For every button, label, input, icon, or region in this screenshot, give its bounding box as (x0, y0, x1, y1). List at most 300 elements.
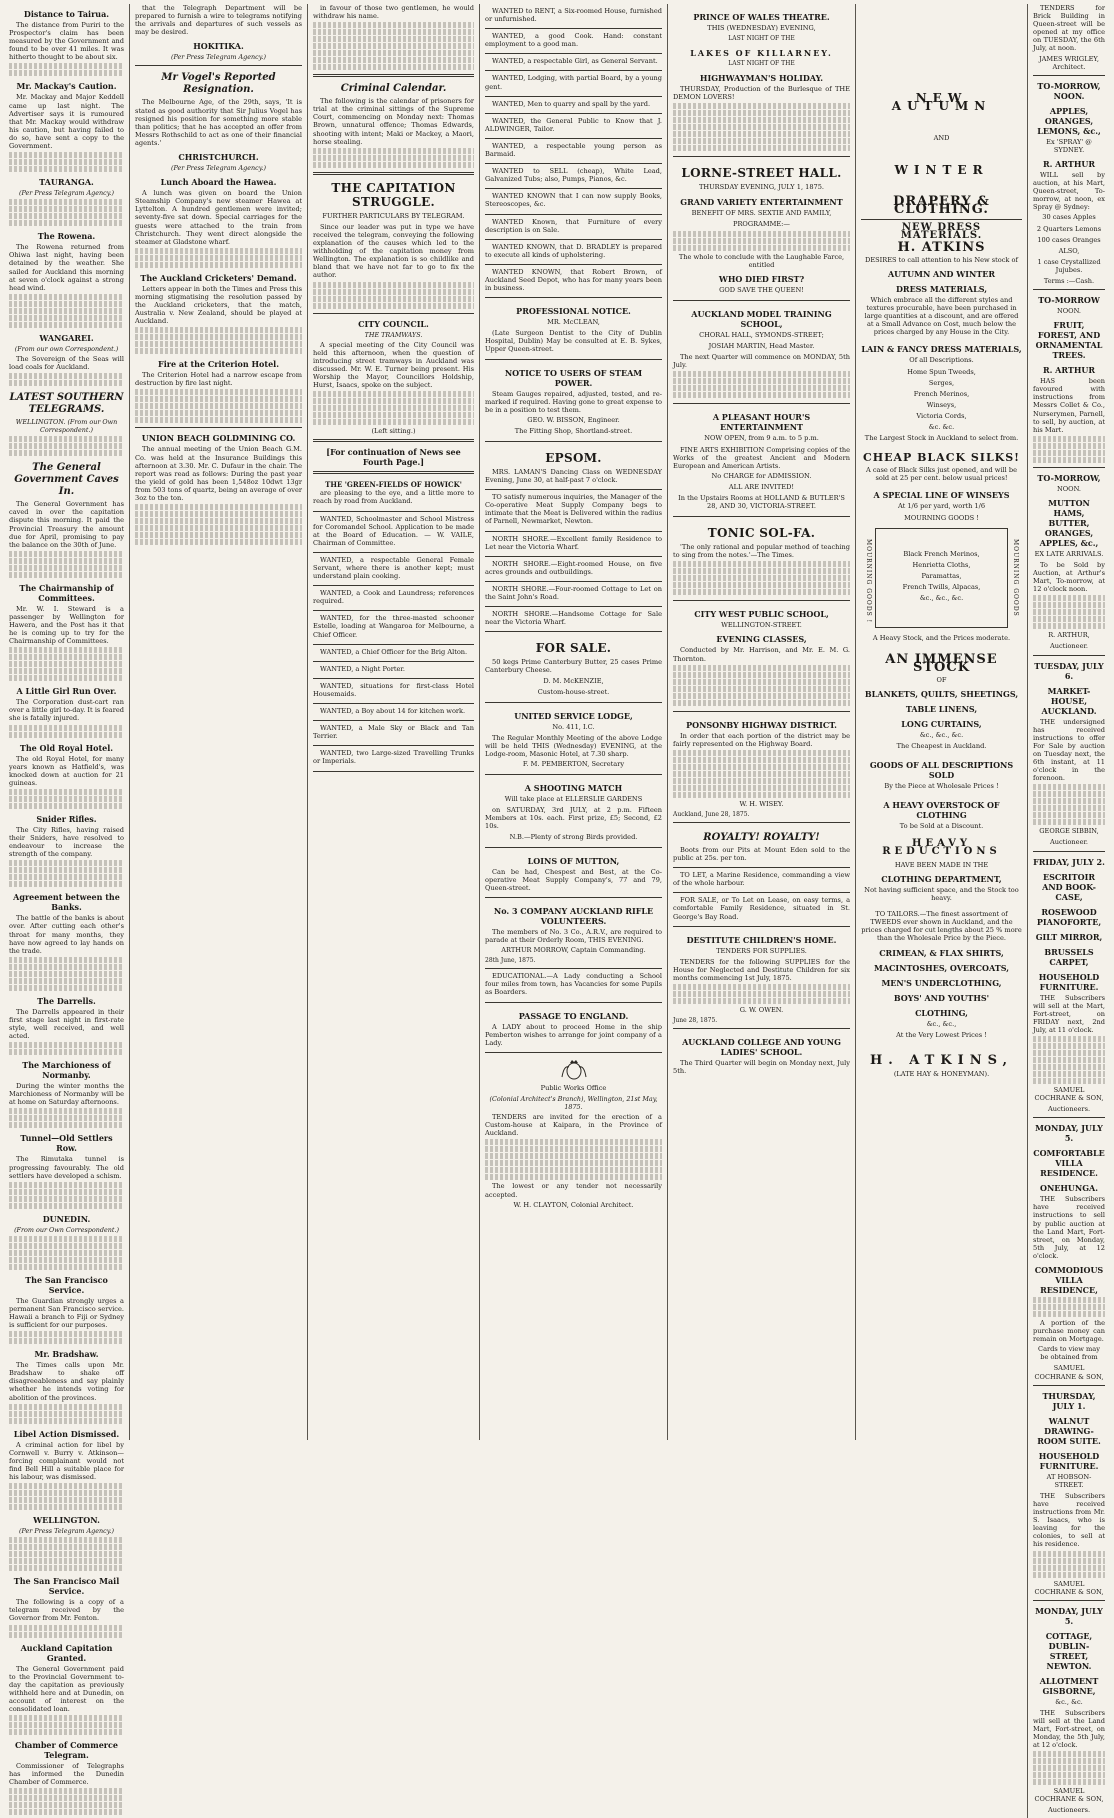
wanted-ad (313, 611, 474, 644)
ponsonby-sign: W. H. WISEY. (739, 799, 784, 808)
works-foot: The lowest or any tender not necessarily accepted. (485, 1182, 662, 1199)
sibbin-sub: Auctioneer. (1049, 838, 1088, 847)
text-filler (9, 1042, 124, 1055)
col1-paragraph: Commissioner of Telegraphs has informed the Dunedin Chamber of Commerce. (9, 1762, 124, 1787)
wanted-ad (485, 139, 662, 164)
mourning-item: Henrietta Cloths, (912, 560, 971, 569)
col1-heading: Chamber of Commerce Telegram. (15, 1740, 118, 1761)
pleasant-text: FINE ARTS EXHIBITION Comprising copies of the Works of the greatest Ancient and Modern European and American Artists. (673, 445, 850, 470)
text-filler (313, 148, 474, 168)
royalty-ad (673, 823, 850, 868)
crimean-heading: CRIMEAN, & FLAX SHIRTS, (879, 948, 1004, 959)
pleasant-heading: A PLEASANT HOUR'S ENTERTAINMENT (712, 412, 811, 433)
etc2-text: &c., &c., (926, 1020, 957, 1029)
col1-heading: The Old Royal Hotel. (19, 742, 114, 753)
table-heading: TABLE LINENS, (905, 704, 978, 714)
north-shore-ad (485, 582, 662, 607)
pleasant-sub: NOW OPEN, from 9 a.m. to 5 p.m. (704, 434, 819, 443)
fruit-heading: FRUIT, FOREST, AND ORNAMENTAL TREES. (1035, 320, 1103, 361)
col1-paragraph: The following is a copy of a telegram received by the Governor from Mr. Fenton. (9, 1598, 124, 1623)
col1-heading: Libel Action Dismissed. (13, 1428, 120, 1439)
text-filler (9, 199, 124, 226)
vogel-text: The Melbourne Age, of the 29th, says, 'It is stated as good authority that Sir Julius Vogel has resigned his position for something more stable than politics; that he has accepted an offer from Messrs Rothschild to act as one of their financial agents.' (135, 98, 302, 147)
north-shore-text: NORTH SHORE.—Handsome Cottage for Sale near the Victoria Wharf. (485, 610, 662, 627)
auction-item: 1 case Crystallized Jujubes. (1037, 257, 1101, 274)
auction-item: 100 cases Oranges (1037, 235, 1101, 244)
villa-heading: COMFORTABLE VILLA RESIDENCE. (1033, 1148, 1105, 1179)
howick-ad (313, 478, 474, 511)
col1-heading: The Chairmanship of Committees. (19, 582, 114, 603)
capitation-sub: FURTHER PARTICULARS BY TELEGRAM. (322, 211, 465, 220)
wanted-ad-text: WANTED, a Chief Officer for the Brig Alton. (320, 647, 468, 656)
wanted-ad-text: WANTED KNOWN, that D. BRADLEY is prepared to execute all kinds of upholstering. (485, 242, 662, 259)
mirror-heading: GILT MIRROR, (1035, 931, 1103, 942)
wanted-ad (313, 679, 474, 704)
sibbin-sign: GEORGE SIBBIN, (1039, 827, 1099, 836)
theatre-heading: PRINCE OF WALES THEATRE. (693, 12, 830, 22)
wanted-ad-text: WANTED, Lodging, with partial Board, by a young gent. (485, 74, 662, 91)
text-filler (9, 860, 124, 887)
wanted-ad-text: WANTED, a respectable young person as Barmaid. (485, 141, 662, 159)
fabric-item: Serges, (928, 378, 955, 387)
drapery-heading: DRAPERY & CLOTHING. (893, 194, 990, 218)
tailors-text: TO TAILORS.—The finest assortment of TWEEDS ever shown in Auckland, and the prices charged for cut lengths about 25 % more than the Wholesale Price by the Piece. (861, 909, 1022, 943)
col1-heading: WANGAREI. (39, 332, 94, 343)
lodge-sign: F. M. PEMBERTON, Secretary (522, 760, 625, 769)
wanted-ad (485, 29, 662, 54)
continuation-note: [For continuation of News see Fourth Page.] (326, 447, 461, 468)
text-filler (673, 103, 850, 151)
friday-heading: FRIDAY, JULY 2. (1033, 856, 1105, 867)
col1-heading: WELLINGTON. (33, 1515, 100, 1526)
north-shore-ad (485, 532, 662, 557)
black-silks-text: A case of Black Silks just opened, and will be sold at 25 per cent. below usual prices! (865, 466, 1017, 483)
lodge-text: The Regular Monthly Meeting of the above Lodge will be held THIS (Wednesday) EVENING, at the Lodge-room, Masonic Hotel, at 7.30 sharp. (485, 733, 662, 758)
west-text: Conducted by Mr. Harrison, and Mr. E. M. G. Thornton. (673, 646, 850, 663)
text-filler (9, 1788, 124, 1815)
col1-heading: Snider Rifles. (36, 813, 97, 824)
col1-heading: Mr. Bradshaw. (34, 1349, 99, 1360)
wanted-ad (485, 189, 662, 214)
company-text: The members of No. 3 Co., A.R.V., are required to parade at their Orderly Room, THIS EVENING. (485, 927, 662, 944)
wanted-ad-text: WANTED, the General Public to Know that J. ALDWINGER, Tailor. (485, 116, 662, 133)
wanted-ad-text: WANTED KNOWN that I can now supply Books, Stereoscopes, &c. (485, 192, 662, 209)
capitation-heading: THE CAPITATION STRUGGLE. (331, 180, 456, 209)
text-filler (9, 1108, 124, 1128)
training-heading: AUCKLAND MODEL TRAINING SCHOOL, (691, 309, 832, 330)
col1-subheading: (Per Press Telegram Agency.) (19, 189, 114, 198)
text-filler (9, 1236, 124, 1270)
wanted-ad-text: WANTED, situations for first-class Hotel Housemaids. (313, 681, 474, 698)
col1-heading: The General Government Caves In. (14, 462, 119, 498)
wholesale-text: By the Piece at Wholesale Prices ! (884, 782, 999, 791)
training-sub: CHORAL HALL, SYMONDS-STREET; (699, 331, 824, 340)
wanted-ad-text: WANTED, a Boy about 14 for kitchen work. (320, 707, 466, 716)
cochrane-3: SAMUEL COCHRANE & SON, (1034, 1579, 1104, 1596)
text-filler (9, 63, 124, 76)
mourning-item: Paramattas, (921, 572, 962, 581)
col1-subheading: (Per Press Telegram Agency.) (19, 1527, 114, 1536)
pleasant-hour-ad (673, 404, 850, 517)
portion-text: A portion of the purchase money can remain on Mortgage. (1033, 1319, 1105, 1344)
text-filler (313, 391, 474, 425)
steam-notice (485, 360, 662, 442)
mourning-items (880, 550, 1003, 605)
epsom-ad (485, 442, 662, 490)
union-heading: UNION BEACH GOLDMINING CO. (141, 433, 296, 444)
text-filler (485, 1139, 662, 1180)
col1-heading: DUNEDIN. (42, 1213, 91, 1224)
household-heading: HOUSEHOLD FURNITURE. (1038, 971, 1100, 992)
north-shore-ads (485, 532, 662, 633)
text-filler (313, 22, 474, 70)
west-title: EVENING CLASSES, (716, 634, 807, 645)
text-filler (1033, 436, 1105, 463)
auction-item: 2 Quarters Lemons (1036, 224, 1102, 233)
wanted-ad-text: WANTED, a respectable Girl, as General Servant. (492, 57, 658, 66)
black-silks-heading: CHEAP BLACK SILKS! (862, 451, 1021, 465)
fabric-item: French Merinos, (913, 389, 970, 398)
vogel-heading: Mr Vogel's Reported Resignation. (161, 72, 276, 96)
mourning-heading: MOURNING GOODS ! (904, 513, 979, 522)
text-filler (9, 1625, 124, 1638)
wanted-ad (485, 114, 662, 139)
wanted-ad-text: WANTED, a Male Sky or Black and Tan Terrier. (313, 724, 474, 741)
wanted-ad-text: WANTED Known, that Furniture of every description is on Sale. (485, 217, 662, 234)
west-school-ad (673, 601, 850, 711)
dress-materials-text: Which embrace all the different styles and textures procurable, have been purchased in large quantities at a discount, and are offered at a Small Advance on Cost, much below the prices charged by any House in the City. (864, 295, 1019, 337)
tonic-ad (673, 517, 850, 601)
mourning-item: Black French Merinos, (903, 549, 980, 558)
col1-paragraph: The Darrells appeared in their first stage last night in first-rate style, well received, and well acted. (9, 1007, 124, 1041)
text-filler (9, 373, 124, 386)
arthur-3-text: To be Sold by Auction, at Arthur's Mart, To-morrow, at 12 o'clock noon. (1033, 561, 1105, 594)
wanted-ad (485, 71, 662, 96)
college-text: The Third Quarter will begin on Monday next, July 5th. (673, 1059, 850, 1076)
lodge-ad (485, 703, 662, 775)
for-sale-ad (485, 632, 662, 702)
pleasant-note: No CHARGE for ADMISSION. (711, 471, 812, 480)
steam-text: Steam Gauges repaired, adjusted, tested, and re-marked if required. Having gone to great expense to be in a position to test them. (485, 389, 662, 414)
cards-text: Cards to view may be obtained from (1038, 1345, 1100, 1362)
wanted-ad-text: WANTED, Men to quarry and spall by the yard. (492, 99, 651, 108)
thursday-heading: THURSDAY, JULY 1. (1042, 1390, 1096, 1411)
council-heading: CITY COUNCIL. (358, 318, 429, 329)
col1-heading: The Darrells. (37, 995, 96, 1006)
desires-text: DESIRES to call attention to his New stock of (865, 255, 1018, 264)
wanted-ad-text: WANTED, a Night Porter. (320, 664, 405, 673)
destitute-heading: DESTITUTE CHILDREN'S HOME. (686, 934, 837, 945)
dress-materials-heading: NEW DRESS MATERIALS. (900, 221, 983, 241)
lunch-heading: Lunch Aboard the Hawea. (160, 177, 277, 188)
cottage-heading: COTTAGE, DUBLIN-STREET, NEWTON. (1045, 1630, 1093, 1671)
text-filler (673, 371, 850, 398)
arthur-3-sign: R. ARTHUR, (1048, 631, 1090, 640)
tomorrow-3: TO-MORROW, (1037, 472, 1101, 483)
capitation-text: Since our leader was put in type we have received the telegram, conveying the following explanation of the causes which led to the withholding of the capitation money from Wellington. The explanation is so childlike and bland that we have not far to go to fix the author. (313, 222, 474, 280)
for-sale-foot: Custom-house-street. (537, 687, 610, 696)
north-shore-text: NORTH SHORE.—Excellent family Residence to Let near the Victoria Wharf. (485, 534, 662, 551)
text-filler (9, 1715, 124, 1735)
col1-heading: A Little Girl Run Over. (16, 686, 117, 697)
text-filler (673, 984, 850, 1004)
theatre-line-3: LAKES OF KILLARNEY. (690, 48, 833, 59)
professional-heading: PROFESSIONAL NOTICE. (516, 306, 631, 317)
fabric-item: Winseys, (926, 400, 957, 409)
text-filler (9, 294, 124, 328)
professional-name: MR. McCLEAN, (547, 318, 600, 327)
lorne-hall-ad (673, 157, 850, 301)
ponsonby-date: Auckland, June 28, 1875. (673, 810, 750, 818)
training-master: JOSIAH MARTIN, Head Master. (708, 342, 815, 351)
ex-late: EX LATE ARRIVALS. (1034, 549, 1104, 558)
escritoir-heading: ESCRITOIR AND BOOK-CASE, (1042, 871, 1096, 902)
training-school-ad (673, 301, 850, 404)
allotment-sub: &c., &c. (1055, 1697, 1083, 1706)
left-sitting: (Left sitting.) (371, 427, 416, 436)
col1-paragraph: Mr. W. I. Steward is a passenger by Wellington for Hawera, and the Post has it that he is coming up to try for the Chairmanship of Committees. (9, 604, 124, 646)
winseys-heading: A SPECIAL LINE OF WINSEYS (873, 490, 1010, 501)
immense-heading: AN IMMENSE STOCK (885, 651, 998, 675)
atkins-signature: H. ATKINS, (869, 1053, 1014, 1069)
col1-heading: The San Francisco Mail Service. (13, 1576, 120, 1597)
wanted-ad (485, 54, 662, 71)
col1-paragraph: The Corporation dust-cart ran over a little girl to-day. It is feared she is fatally injured. (9, 698, 124, 723)
atkins-name: H. ATKINS (897, 239, 986, 255)
cochrane-2: SAMUEL COCHRANE & SON, (1034, 1364, 1104, 1381)
wanted-ad (313, 721, 474, 746)
text-filler (135, 248, 302, 268)
royalty-heading: ROYALTY! ROYALTY! (703, 832, 820, 843)
apple-items (1033, 213, 1105, 274)
col1-paragraph: The Sovereign of the Seas will load coals for Auckland. (9, 354, 124, 371)
steam-foot: The Fitting Shop, Shortland-street. (514, 426, 633, 435)
works-sub: (Colonial Architect's Branch), Wellington, 21st May, 1875. (489, 1094, 658, 1112)
west-heading: CITY WEST PUBLIC SCHOOL, (694, 609, 829, 620)
wanted-ad (313, 645, 474, 662)
col3-intro: in favour of those two gentlemen, he would withdraw his name. (313, 4, 474, 21)
of-text: OF (936, 675, 947, 684)
auction-item: 30 cases Apples (1042, 213, 1096, 222)
clothing-dept: CLOTHING DEPARTMENT, (881, 873, 1002, 884)
monday-2-heading: MONDAY, JULY 5. (1035, 1605, 1103, 1626)
allotment-text: THE Subscribers will sell at the Land Mart, Fort-street, on Monday, the 5th July, at 12 o'clock. (1033, 1708, 1105, 1750)
text-filler (9, 1483, 124, 1510)
cochrane-4: SAMUEL COCHRANE & SON, (1034, 1787, 1104, 1804)
loins-heading: LOINS OF MUTTON, (527, 855, 620, 866)
shooting-note: N.B.—Plenty of strong Birds provided. (509, 832, 638, 841)
cricket-text: Letters appear in both the Times and Press this morning stigmatising the resolution passed by the Auckland cricketers, that the match, Australia v. New Zealand, should be played at Auckland. (135, 284, 302, 326)
text-filler (135, 389, 302, 423)
col1-subheading: WELLINGTON. (From our Own Correspondent.) (15, 418, 118, 435)
col1-heading: The Marchioness of Normanby. (22, 1060, 111, 1081)
cochrane-1-sub: Auctioneers. (1047, 1105, 1091, 1114)
destitute-date: June 28, 1875. (673, 1017, 718, 1025)
noon-1: NOON. (1056, 307, 1082, 316)
lorne-programme: PROGRAMME:— (733, 219, 790, 228)
lorne-farce: WHO DIED FIRST? (718, 273, 805, 284)
residence-sale-ad (673, 893, 850, 926)
text-filler (9, 1182, 124, 1209)
lorne-heading: LORNE-STREET HALL. (681, 166, 842, 181)
auction-item: ALSO, (1058, 246, 1080, 255)
column-5 (668, 4, 856, 1440)
training-text: The next Quarter will commence on MONDAY, 5th July. (673, 353, 850, 370)
mourning-item: French Twills, Alpacas, (902, 583, 981, 592)
walnut-heading: WALNUT DRAWING-ROOM SUITE. (1037, 1415, 1101, 1446)
cheapest-text: The Cheapest in Auckland. (896, 742, 987, 751)
wanted-ad (313, 704, 474, 721)
christchurch-sub: (Per Press Telegram Agency.) (171, 164, 266, 173)
ponsonby-text: In order that each portion of the district may be fairly represented on the Highway Board. (673, 731, 850, 748)
lodge-sub: No. 411, I.C. (552, 722, 595, 731)
fire-text: The Criterion Hotel had a narrow escape from destruction by fire last night. (135, 371, 302, 388)
pleasant-place: In the Upstairs Rooms at HOLLAND & BUTLER'S 28, AND 30, VICTORIA-STREET. (678, 493, 845, 511)
theatre-ad (673, 4, 850, 157)
villa-text: THE Subscribers have received instructions to sell by public auction at the Land Mart, Fort-street, on Monday, 5th July, at 12 o'clock. (1033, 1195, 1105, 1260)
wanted-ad-text: WANTED, Schoolmaster and School Mistress for Coromandel School. Application to be made at the Board of Education. — W. VAILE, Chairman of Committee. (313, 514, 474, 547)
steam-heading: NOTICE TO USERS OF STEAM POWER. (504, 367, 643, 388)
theatre-line-1: THIS (WEDNESDAY) EVENING, (707, 24, 816, 32)
col1-heading: Tunnel—Old Settlers Row. (20, 1133, 113, 1154)
text-filler (9, 1537, 124, 1571)
text-filler (1033, 1551, 1105, 1578)
professional-notice (485, 298, 662, 359)
royal-crest-icon (559, 1059, 589, 1081)
fabric-item: Home Spun Tweeds, (907, 367, 976, 376)
tonic-heading: TONIC SOL-FA. (707, 526, 816, 541)
wanted-ad-text: WANTED, a good Cook. Hand: constant employment to a good man. (485, 32, 662, 49)
drapery-ad (856, 4, 1028, 1818)
text-filler (1033, 784, 1105, 825)
mourning-vertical-left: MOURNING GOODS ! (865, 538, 873, 623)
arthur-1: R. ARTHUR (1042, 158, 1096, 169)
passage-heading: PASSAGE TO ENGLAND. (518, 1010, 629, 1021)
for-sale-text: 50 kegs Prime Canterbury Butter, 25 cases Prime Canterbury Cheese. (485, 658, 662, 675)
tender-top-sign: JAMES WRIGLEY, Architect. (1039, 54, 1099, 71)
lodge-heading: UNITED SERVICE LODGE, (514, 710, 633, 721)
wanted-ad (313, 553, 474, 586)
wanted-ad (485, 164, 662, 189)
noon-2: NOON. (1056, 484, 1082, 493)
column-2 (130, 4, 308, 1440)
blankets-heading: BLANKETS, QUILTS, SHEETINGS, (864, 689, 1019, 699)
apples-heading: APPLES, ORANGES, LEMONS, &c., (1037, 105, 1101, 136)
col4-wanted-ads (485, 4, 662, 298)
text-filler (9, 647, 124, 681)
text-filler (135, 504, 302, 545)
residence-sale-text: FOR SALE, or To Let on Lease, on easy terms, a comfortable Family Residence, situated in St. George's Bay Road. (673, 896, 850, 921)
text-filler (9, 725, 124, 738)
passage-text: A LADY about to proceed Home in the ship Pemberton wishes to arrange for joint company of a Lady. (485, 1022, 662, 1047)
lorne-title: GRAND VARIETY ENTERTAINMENT (680, 196, 843, 207)
lorne-gsq: GOD SAVE THE QUEEN! (719, 285, 804, 294)
destitute-sign: G. W. OWEN. (739, 1006, 784, 1015)
public-works-ad (485, 1053, 662, 1215)
professional-text: (Late Surgeon Dentist to the City of Dublin Hospital, Dublin) May be consulted at E. B. Sykes, Upper Queen-street. (485, 329, 662, 354)
council-sub: THE TRAMWAYS. (364, 330, 423, 339)
north-shore-ad (485, 557, 662, 582)
col3-wanted-ads (313, 512, 474, 772)
ponsonby-ad (673, 712, 850, 823)
text-filler (313, 282, 474, 309)
text-filler (9, 152, 124, 172)
wanted-ad (313, 746, 474, 771)
col1-paragraph: The battle of the banks is about over. After cutting each other's throat for many months, they have now agreed to lay hands on the trade. (9, 914, 124, 955)
col1-paragraph: A criminal action for libel by Cornwell v. Burry v. Atkinson—forcing complainant would not find Bell Hill a suitable place for his labour, was dismissed. (9, 1440, 124, 1482)
wanted-ad (485, 240, 662, 265)
mutton-heading: MUTTON HAMS, BUTTER, ORANGES, APPLES, &c., (1039, 497, 1099, 548)
space-text: Not having sufficient space, and the Stock too heavy. (864, 885, 1019, 902)
wanted-ad (313, 586, 474, 611)
fire-heading: Fire at the Criterion Hotel. (158, 359, 279, 370)
meat-supply-ad (485, 490, 662, 531)
arthur-2: R. ARTHUR (1042, 365, 1096, 376)
wanted-ad (485, 265, 662, 298)
col1-paragraph: The old Royal Hotel, for many years known as Hatfield's, was knocked down at auction for 21 guineas. (9, 754, 124, 787)
commodious-heading: COMMODIOUS VILLA RESIDENCE, (1034, 1265, 1104, 1295)
tomorrow-2: TO-MORROW (1038, 295, 1100, 306)
market-text: THE undersigned has received instructions to offer For Sale by auction on Tuesday next, the 6th instant, at 11 o'clock in the forenoon. (1033, 717, 1105, 783)
heavy-stock: A Heavy Stock, and the Prices moderate. (872, 633, 1011, 642)
lowest-prices: At the Very Lowest Prices ! (896, 1031, 987, 1040)
wanted-ad-text: WANTED, a respectable General Female Servant, where there is another kept; must understand plain cooking. (313, 555, 474, 581)
north-shore-ad (485, 607, 662, 632)
auctioneer-1: Auctioneer. (1049, 642, 1088, 651)
lorne-date: THURSDAY EVENING, JULY 1, 1875. (698, 183, 825, 192)
tomorrow-1: TO-MORROW, NOON. (1037, 80, 1101, 101)
text-filler (9, 551, 124, 578)
destitute-text: TENDERS for the following SUPPLIES for the House for Neglected and Destitute Children for six months commencing 1st July, 1875. (673, 957, 850, 982)
telegraph-intro: that the Telegraph Department will be prepared to furnish a wire to telegrams notifying the arrivals and departures of such vessels as may be desired. (135, 4, 302, 37)
col1-heading: LATEST SOUTHERN TELEGRAMS. (9, 392, 124, 416)
lain-heading: LAIN & FANCY DRESS MATERIALS, (861, 344, 1022, 355)
theatre-line-2: LAST NIGHT OF THE (728, 35, 795, 43)
passage-ad (485, 1003, 662, 1053)
college-heading: AUCKLAND COLLEGE AND YOUNG LADIES' SCHOOL. (682, 1037, 841, 1058)
winseys-price: At 1/6 per yard, worth 1/6 (897, 502, 986, 511)
col1-paragraph: Mr. Mackay and Major Keddell came up last night. The Advertiser says it is rumoured that Mr. Mackay would withdraw his caution, but having failed to do so, have sent a copy to the Government. (9, 93, 124, 151)
text-filler (9, 436, 124, 456)
wanted-ad (485, 215, 662, 240)
wanted-ad-text: WANTED, for the three-masted schooner Estelle, loading at Wangaroa for Melbourne, a Chief Officer. (313, 614, 474, 639)
for-sale-heading: FOR SALE. (535, 641, 612, 656)
largest-stock: The Largest Stock in Auckland to select from. (864, 434, 1019, 443)
terms-cash: Terms :—Cash. (1043, 276, 1095, 285)
tuesday-heading: TUESDAY, JULY 6. (1034, 660, 1104, 681)
ponsonby-heading: PONSONBY HIGHWAY DISTRICT. (686, 719, 837, 730)
hobson-text: AT HOBSON-STREET. (1046, 1472, 1092, 1489)
howick-text: are pleasing to the eye, and a little more to reach by road from Auckland. (313, 489, 474, 506)
market-heading: MARKET-HOUSE, AUCKLAND. (1041, 685, 1097, 716)
wanted-ad (313, 512, 474, 553)
wanted-ad (485, 97, 662, 114)
rosewood-heading: ROSEWOOD PIANOFORTE, (1036, 906, 1102, 927)
north-shore-text: NORTH SHORE.—Eight-roomed House, on five acres grounds and outbuildings. (485, 559, 662, 576)
col1-paragraph: The Guardian strongly urges a permanent San Francisco service. Hawaii a branch to Fiji or Sydney is sufficient for our purposes. (9, 1296, 124, 1330)
col1-paragraph: The General Government paid to the Provincial Government to-day the capitation as previously withheld here and at Dunedin, on account of interest on the consolidated loan. (9, 1664, 124, 1713)
fruit-text: HAS been favoured with instructions from Messrs Collet & Co., Nurserymen, Parnell, to sell, by auction, at his Mart. (1033, 377, 1105, 434)
wanted-ad-text: WANTED, a Cook and Laundress; references required. (313, 589, 474, 606)
text-filler (9, 1404, 124, 1424)
howick-heading: THE 'GREEN-FIELDS OF HOWICK' (325, 480, 462, 490)
col1-heading: Auckland Capitation Granted. (20, 1642, 113, 1663)
wanted-ad-text: WANTED to RENT, a Six-roomed House, furnished or unfurnished. (485, 7, 662, 24)
mourning-item: &c., &c., &c. (919, 594, 964, 603)
overstock-heading: A HEAVY OVERSTOCK OF CLOTHING (883, 800, 1000, 821)
loins-ad (485, 848, 662, 898)
underclothing-heading: MEN'S UNDERCLOTHING, (881, 978, 1002, 989)
